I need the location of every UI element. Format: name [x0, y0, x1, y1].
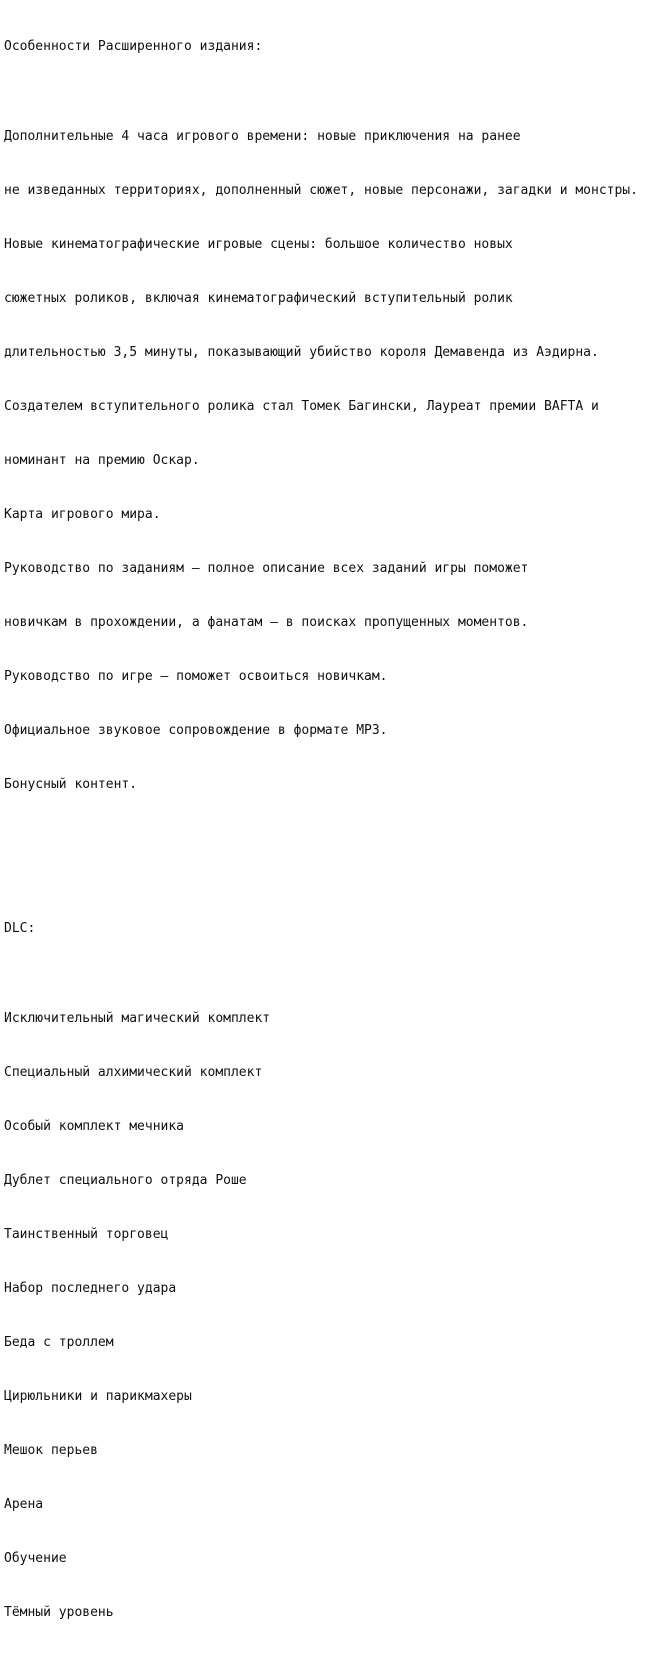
features-line: номинант на премию Оскар.: [4, 453, 200, 468]
dlc-item: Мешок перьев: [4, 1443, 98, 1458]
features-line: Руководство по заданиям — полное описание всех заданий игры поможет: [4, 561, 529, 576]
dlc-list: [4, 974, 652, 1658]
features-line: Создателем вступительного ролика стал Томек Багински, Лауреат премии BAFTA и: [4, 399, 599, 414]
dlc-item: Особый комплект мечника: [4, 1119, 185, 1134]
blank-line: [4, 866, 652, 884]
dlc-item: Набор последнего удара: [4, 1281, 177, 1296]
features-line: Официальное звуковое сопровождение в формате MP3.: [4, 723, 388, 738]
features-heading: Особенности Расширенного издания:: [4, 39, 263, 54]
dlc-item: Арена: [4, 1497, 44, 1512]
features-line: Бонусный контент.: [4, 777, 138, 792]
dlc-item: Специальный алхимический комплект: [4, 1065, 263, 1080]
features-line: сюжетных роликов, включая кинематографический вступительный ролик: [4, 291, 513, 306]
dlc-item: Исключительный магический комплект: [4, 1011, 271, 1026]
features-line: длительностью 3,5 минуты, показывающий убийство короля Демавенда из Аэдирна.: [4, 345, 599, 360]
dlc-item: Тёмный уровень: [4, 1605, 114, 1620]
document-text: [4, 2, 652, 1676]
dlc-heading: DLC:: [4, 921, 36, 936]
features-line: новичкам в прохождении, а фанатам — в поисках пропущенных моментов.: [4, 615, 529, 630]
dlc-item: Дублет специального отряда Роше: [4, 1173, 247, 1188]
dlc-item: Цирюльники и парикмахеры: [4, 1389, 192, 1404]
features-line: не изведанных территориях, дополненный сюжет, новые персонажи, загадки и монстры.: [4, 183, 638, 198]
dlc-item: Таинственный торговец: [4, 1227, 169, 1242]
dlc-item: Беда с троллем: [4, 1335, 114, 1350]
features-line: Карта игрового мира.: [4, 507, 161, 522]
features-line: Дополнительные 4 часа игрового времени: новые приключения на ранее: [4, 129, 521, 144]
features-list: [4, 92, 652, 830]
dlc-item: Обучение: [4, 1551, 67, 1566]
features-line: Новые кинематографические игровые сцены: большое количество новых: [4, 237, 513, 252]
features-line: Руководство по игре — поможет освоиться новичкам.: [4, 669, 388, 684]
